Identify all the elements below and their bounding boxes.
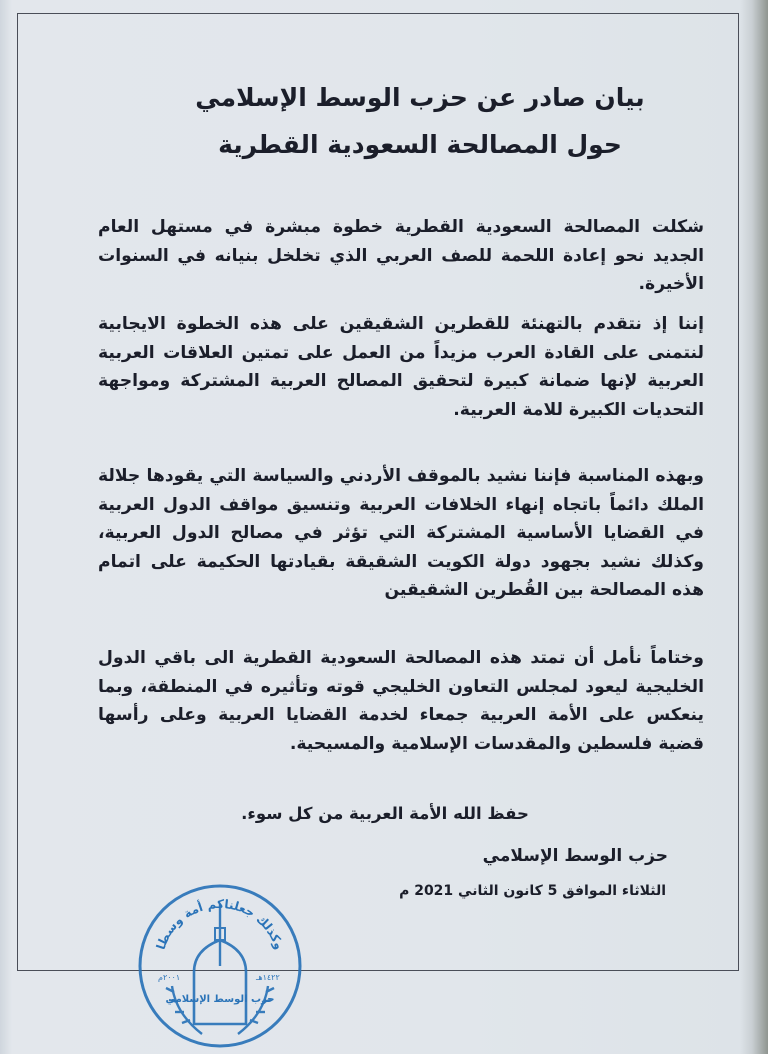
paragraph-2: إننا إذ نتقدم بالتهنئة للقطرين الشقيقين على هذه الخطوة الايجابية لنتمنى على القادة العرب مزيداً من العمل على تمتين العلاقات العربية العربية لإنها ضمانة كبيرة لتحقيق المصالح العربية المشتركة ومواجهة التحديات الكبيرة للامة العربية. xyxy=(98,314,704,420)
paragraph-4: وختاماً نأمل أن تمتد هذه المصالحة السعودية القطرية الى باقي الدول الخليجية ليعود لمجلس التعاون الخليجي قوته وتأثيره في المنطقة، وبما ينعكس على الأمة العربية جمعاء لخدمة القضايا العربية وعلى رأسها قضية فلسطين والمقدسات الإسلامية والمسيحية. xyxy=(98,648,704,754)
closing-prayer: حفظ الله الأمة العربية من كل سوء. xyxy=(241,804,529,823)
document-subtitle: حول المصالحة السعودية القطرية xyxy=(218,130,622,159)
paragraph-1: شكلت المصالحة السعودية القطرية خطوة مبشرة في مستهل العام الجديد نحو إعادة اللحمة للصف العربي الذي تخلخل بنيانه في السنوات الأخيرة. xyxy=(98,217,704,295)
document-date: الثلاثاء الموافق 5 كانون الثاني 2021 م xyxy=(399,883,666,899)
document-title: بيان صادر عن حزب الوسط الإسلامي xyxy=(195,83,645,112)
seal-motto: وكذلك جعلناكم أمة وسطا xyxy=(153,896,287,952)
seal-gregorian-year: ٢٠٠١م xyxy=(158,973,181,982)
seal-emblem-text: حزب الوسط الإسلامي xyxy=(165,994,275,1005)
paragraph-3: وبهذه المناسبة فإننا نشيد بالموقف الأردني والسياسة التي يقودها جلالة الملك دائماً باتجاه إنهاء الخلافات العربية وتنسيق مواقف الدول العربية في القضايا الأساسية المشتركة التي تؤثر في مصالح الدول العربية، وكذلك نشيد بجهود دولة الكويت الشقيقة بقيادتها الحكيمة على اتمام هذه المصالحة بين القُطرين الشقيقين xyxy=(98,466,704,601)
seal-hijri-year: ١٤٢٢هـ xyxy=(256,973,280,982)
signature: حزب الوسط الإسلامي xyxy=(482,846,668,866)
